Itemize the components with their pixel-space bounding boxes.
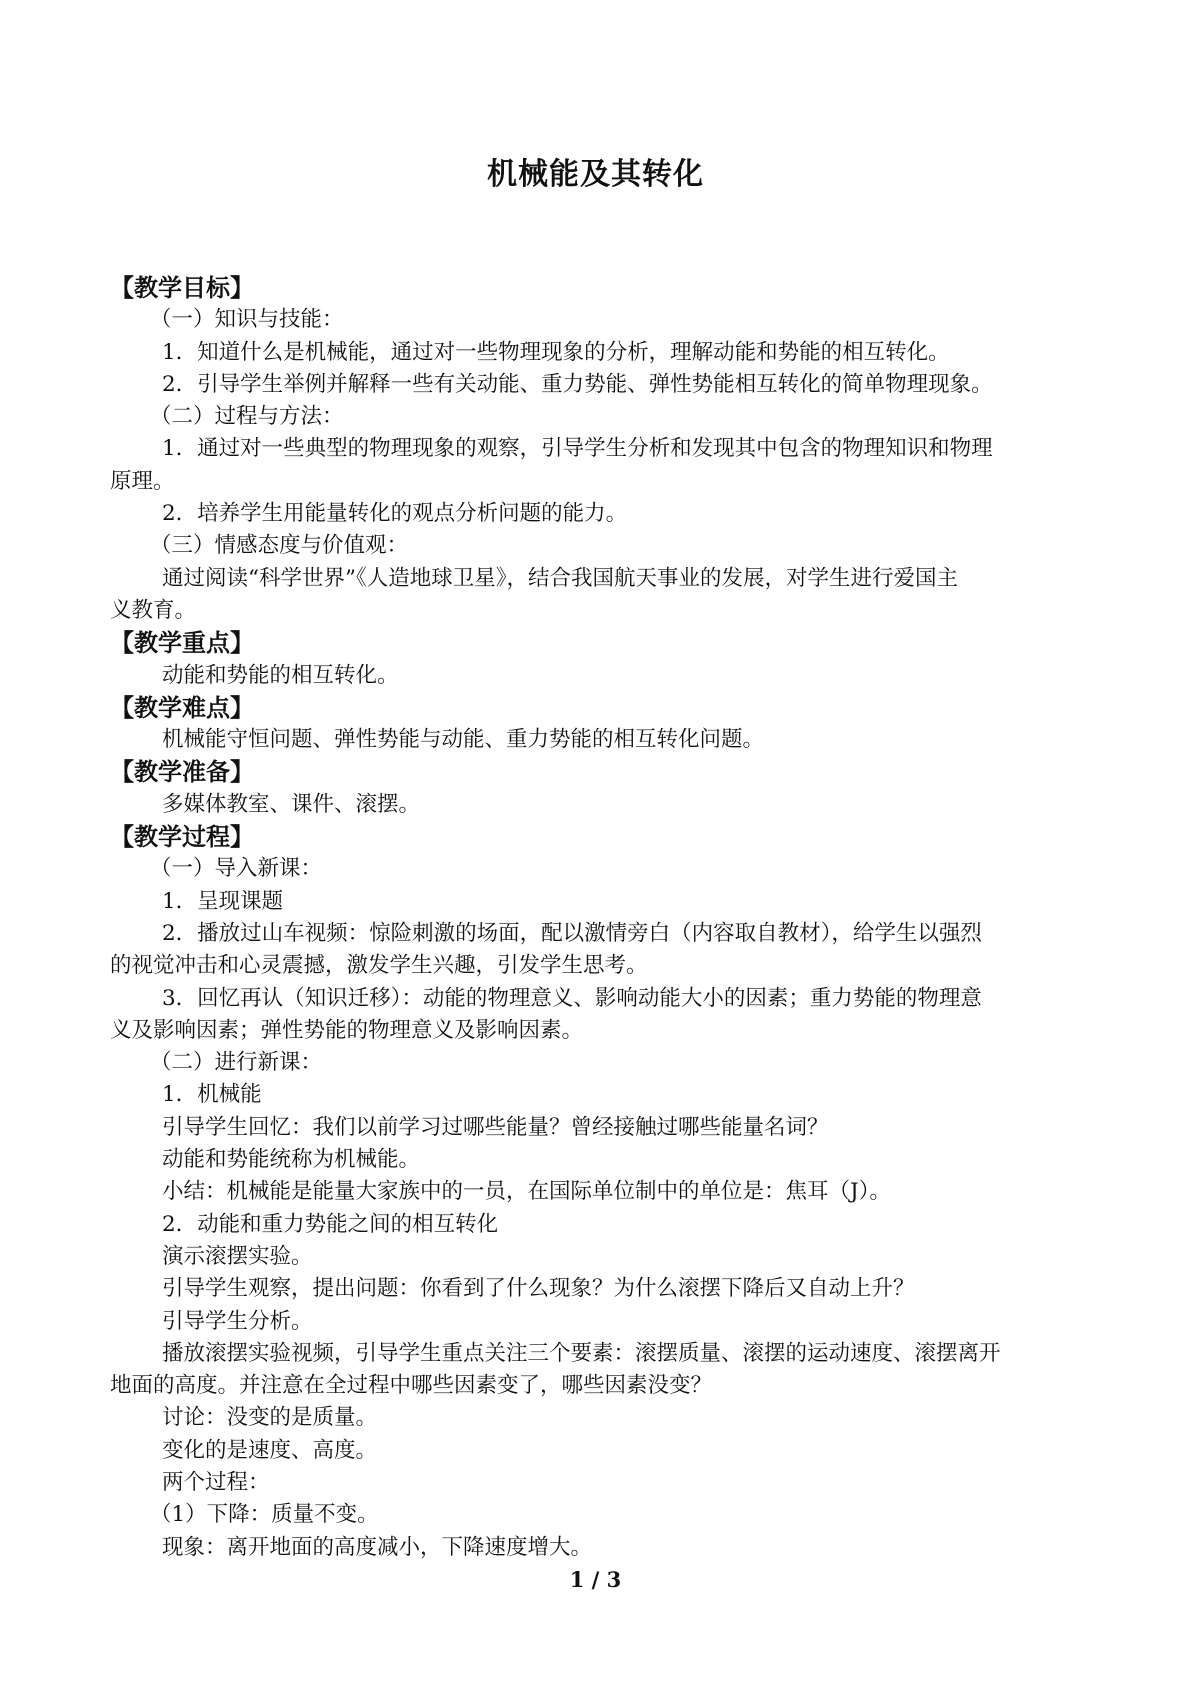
section-heading: 【教学过程】 [110, 822, 254, 852]
text-line: 引导学生分析。 [162, 1308, 313, 1334]
text-line: 1．通过对一些典型的物理现象的观察，引导学生分析和发现其中包含的物理知识和物理 [162, 436, 993, 462]
text-line: 现象：离开地面的高度减小，下降速度增大。 [162, 1534, 593, 1560]
text-line: （一）知识与技能： [150, 307, 344, 333]
text-line: 地面的高度。并注意在全过程中哪些因素变了，哪些因素没变？ [110, 1373, 713, 1399]
text-line: 的视觉冲击和心灵震撼，激发学生兴趣，引发学生思考。 [110, 953, 648, 979]
section-heading: 【教学难点】 [110, 692, 254, 722]
text-line: 机械能守恒问题、弹性势能与动能、重力势能的相互转化问题。 [162, 727, 765, 753]
text-line: 2．引导学生举例并解释一些有关动能、重力势能、弹性势能相互转化的简单物理现象。 [162, 371, 993, 397]
text-line: 通过阅读“科学世界”《人造地球卫星》，结合我国航天事业的发展，对学生进行爱国主 [162, 565, 958, 591]
text-line: 义及影响因素；弹性势能的物理意义及影响因素。 [110, 1017, 584, 1043]
text-line: 小结：机械能是能量大家族中的一员，在国际单位制中的单位是：焦耳（J）。 [162, 1179, 891, 1205]
text-line: 两个过程： [162, 1469, 270, 1495]
text-line: 动能和势能统称为机械能。 [162, 1147, 421, 1173]
text-line: （三）情感态度与价值观： [150, 533, 409, 559]
text-line: （二）进行新课： [150, 1050, 323, 1076]
text-line: 2．动能和重力势能之间的相互转化 [162, 1211, 499, 1237]
text-line: 引导学生回忆：我们以前学习过哪些能量？曾经接触过哪些能量名词？ [162, 1114, 829, 1140]
text-line: （二）过程与方法： [150, 404, 344, 430]
text-line: 2．播放过山车视频：惊险刺激的场面，配以激情旁白（内容取自教材），给学生以强烈 [162, 920, 982, 946]
document-body [110, 272, 1090, 1564]
text-line: 演示滚摆实验。 [162, 1243, 313, 1269]
text-line: 义教育。 [110, 597, 197, 623]
section-heading: 【教学准备】 [110, 757, 254, 787]
text-line: 动能和势能的相互转化。 [162, 662, 399, 688]
page-number: 1 / 3 [569, 1567, 622, 1592]
section-heading: 【教学目标】 [110, 273, 254, 302]
text-line: 2．培养学生用能量转化的观点分析问题的能力。 [162, 501, 628, 527]
text-line: 1．知道什么是机械能，通过对一些物理现象的分析，理解动能和势能的相互转化。 [162, 339, 950, 365]
text-line: 原理。 [110, 468, 175, 494]
text-line: 引导学生观察，提出问题：你看到了什么现象？为什么滚摆下降后又自动上升？ [162, 1276, 915, 1302]
section-heading: 【教学重点】 [110, 628, 254, 658]
text-line: 多媒体教室、课件、滚摆。 [162, 791, 421, 817]
text-line: 讨论：没变的是质量。 [162, 1405, 378, 1431]
text-line: （1）下降：质量不变。 [150, 1502, 379, 1528]
text-line: （一）导入新课： [150, 856, 323, 882]
page-title: 机械能及其转化 [487, 157, 704, 192]
text-line: 1．呈现课题 [162, 888, 284, 914]
text-line: 1．机械能 [162, 1082, 262, 1108]
text-line: 3．回忆再认（知识迁移）：动能的物理意义、影响动能大小的因素；重力势能的物理意 [162, 985, 982, 1011]
text-line: 播放滚摆实验视频，引导学生重点关注三个要素：滚摆质量、滚摆的运动速度、滚摆离开 [162, 1340, 1001, 1366]
text-line: 变化的是速度、高度。 [162, 1437, 378, 1463]
